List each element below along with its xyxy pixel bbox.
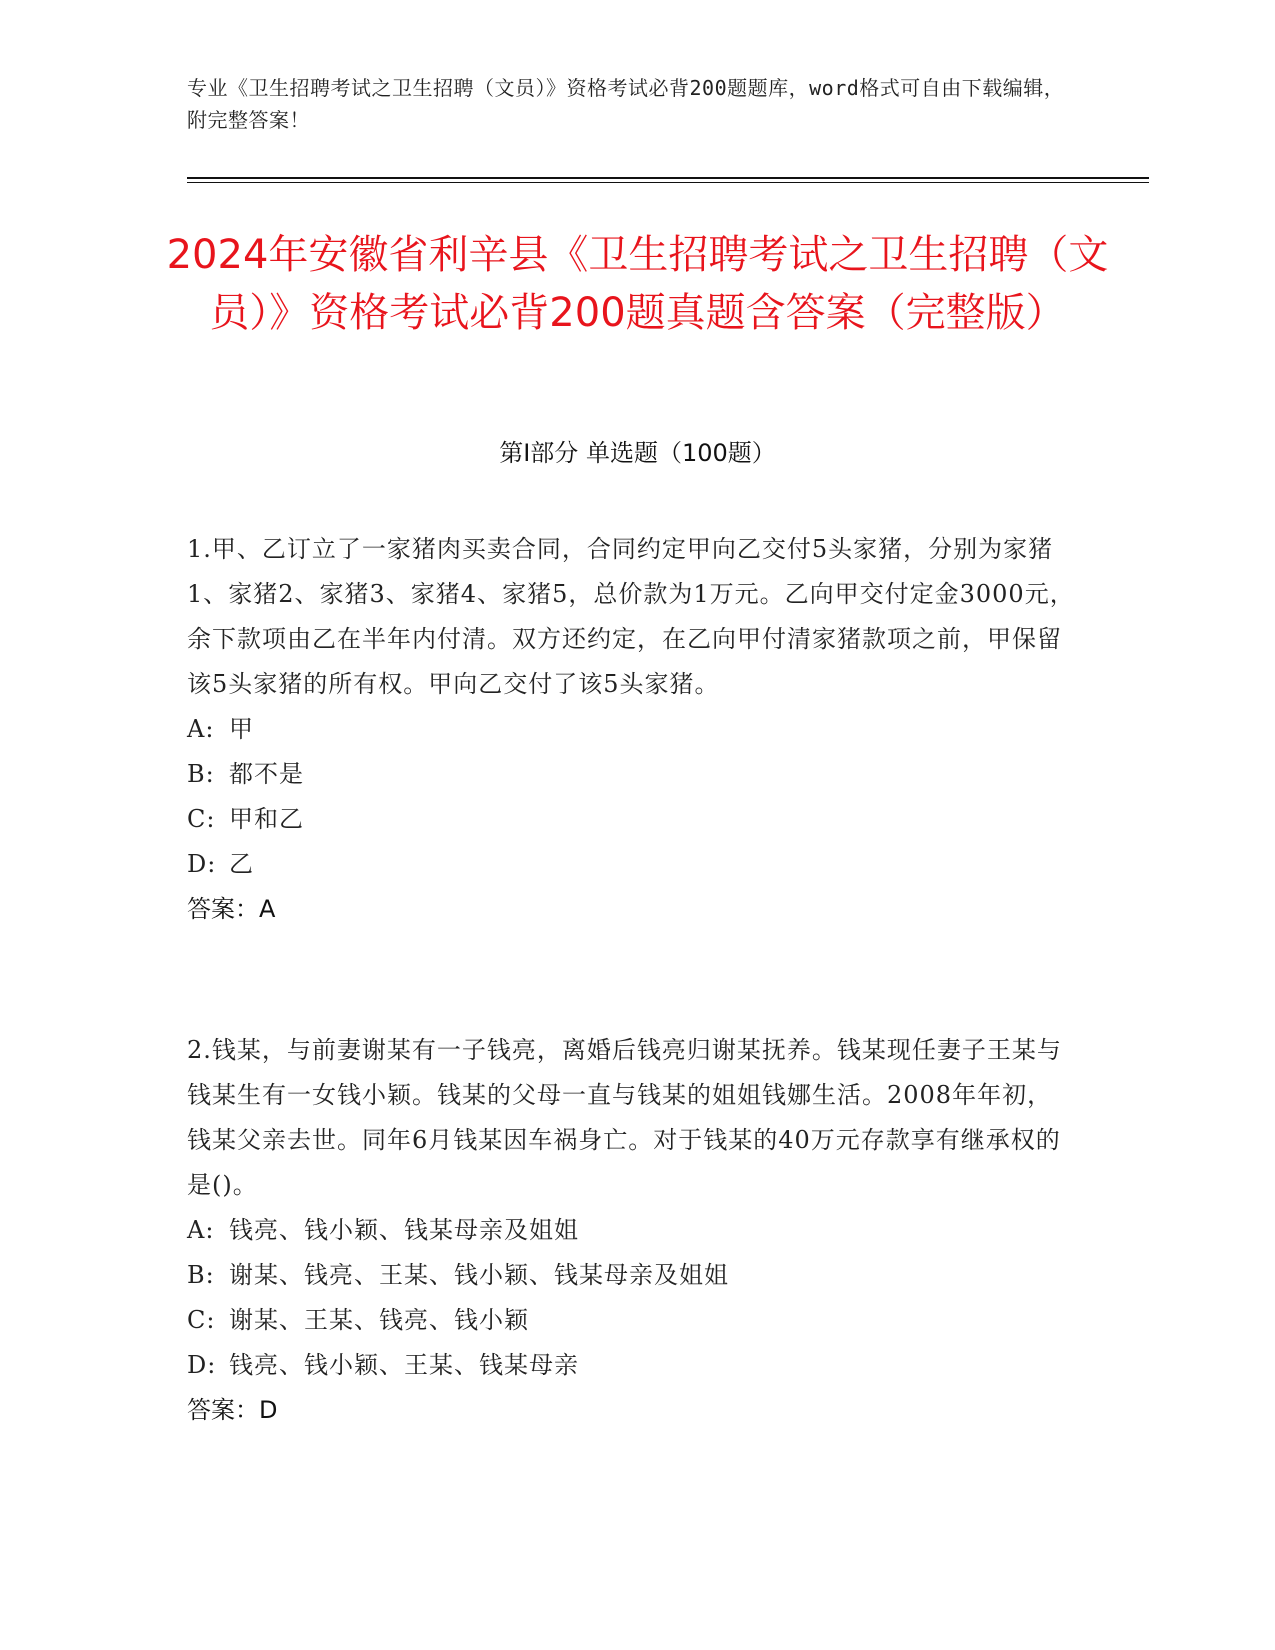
option-key: A: [187,715,215,743]
section-title: 第Ⅰ部分 单选题（100题） [499,439,776,467]
option-key: C: [187,805,216,833]
option-b [187,1253,1077,1298]
option-key: B: [187,760,215,788]
answer-line: 答案：A [187,895,276,923]
option-text: 谢某、王某、钱亮、钱小颖 [229,1306,529,1334]
option-d [187,1343,1077,1388]
option-key: B: [187,1261,215,1289]
header-note: 专业《卫生招聘考试之卫生招聘（文员）》资格考试必背200题题库，word格式可自由下载编辑，附完整答案！ [187,76,1065,132]
option-c [187,797,1077,842]
option-text: 甲和乙 [229,805,304,833]
question-item [187,527,1077,932]
question-stem: 1.甲、乙订立了一家猪肉买卖合同，合同约定甲向乙交付5头家猪，分别为家猪1、家猪2、家猪3、家猪4、家猪5，总价款为1万元。乙向甲交付定金3000元，余下款项由乙在半年内付清。双方还约定，在乙向甲付清家猪款项之前，甲保留该5头家猪的所有权。甲向乙交付了该5头家猪。 [187,535,1075,698]
option-a [187,1208,1077,1253]
header-divider-thin [187,182,1149,183]
answer-line: 答案：D [187,1396,278,1424]
option-key: A: [187,1216,215,1244]
option-a [187,707,1077,752]
option-key: D: [187,1351,217,1379]
option-key: C: [187,1306,216,1334]
option-d [187,842,1077,887]
option-text: 都不是 [229,760,304,788]
document-title: 2024年安徽省利辛县《卫生招聘考试之卫生招聘（文员）》资格考试必背200题真题含答案（完整版） [166,232,1109,336]
option-text: 谢某、钱亮、王某、钱小颖、钱某母亲及姐姐 [229,1261,729,1289]
option-text: 钱亮、钱小颖、王某、钱某母亲 [229,1351,579,1379]
question-item [187,1028,1077,1433]
header-divider-thick [187,177,1149,179]
option-text: 甲 [229,715,254,743]
option-key: D: [187,850,217,878]
option-c [187,1298,1077,1343]
option-text: 钱亮、钱小颖、钱某母亲及姐姐 [229,1216,579,1244]
question-stem: 2.钱某，与前妻谢某有一子钱亮，离婚后钱亮归谢某抚养。钱某现任妻子王某与钱某生有一女钱小颖。钱某的父母一直与钱某的姐姐钱娜生活。2008年年初，钱某父亲去世。同年6月钱某因车祸身亡。对于钱某的40万元存款享有继承权的是()。 [187,1036,1062,1199]
option-text: 乙 [229,850,254,878]
option-b [187,752,1077,797]
